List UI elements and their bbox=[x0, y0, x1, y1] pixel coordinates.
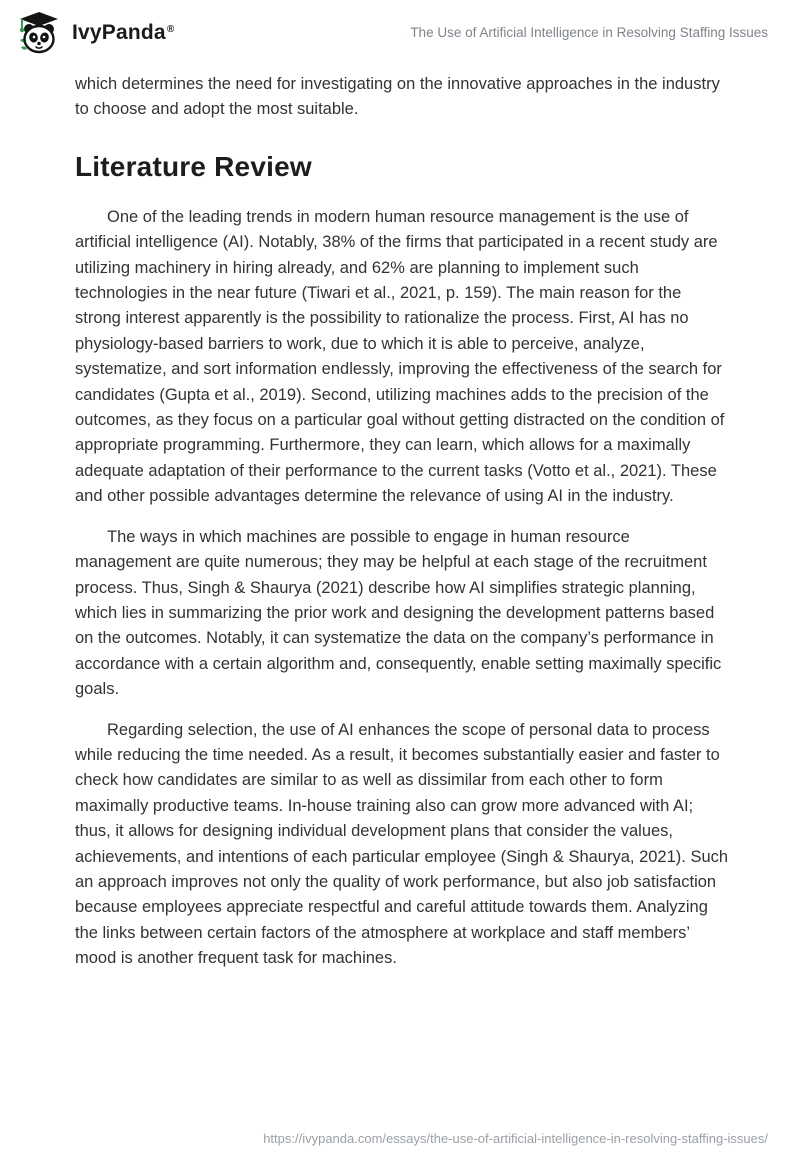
panda-logo-icon bbox=[16, 10, 62, 56]
paragraph-continuation: which determines the need for investigating on the innovative approaches in the industry to choose and adopt the most suitable. bbox=[75, 75, 720, 119]
document-body bbox=[0, 62, 800, 972]
ivypanda-logo[interactable] bbox=[16, 10, 174, 56]
paragraph: One of the leading trends in modern human resource management is the use of artificial intelligence (AI). Notably, 38% of the firms that participated in a recent study are utilizing machinery in hiring already, and 62% are planning to implement such technologies in the near future (Tiwari et al., 2021, p. 159). The main reason for the strong interest apparently is the possibility to rationalize the process. First, AI has no physiology-based barriers to work, due to which it is able to perceive, analyze, systematize, and sort information endlessly, improving the effectiveness of the search for candidates (Gupta et al., 2019). Second, utilizing machines adds to the precision of the outcomes, as they focus on a particular goal without getting distracted on the condition of appropriate programming. Furthermore, they can learn, which allows for a maximally adequate adaptation of their performance to the current tasks (Votto et al., 2021). These and other possible advantages determine the relevance of using AI in the industry. bbox=[75, 207, 725, 506]
paragraph: The ways in which machines are possible to engage in human resource management are quite numerous; they may be helpful at each stage of the recruitment process. Thus, Singh & Shaurya (2021) describe how AI simplifies strategic planning, which lies in summarizing the prior work and designing the development patterns based on the outcomes. Notably, it can systematize the data on the company’s performance in accordance with a certain algorithm and, consequently, enable setting maximally specific goals. bbox=[75, 527, 722, 699]
document-title: The Use of Artificial Intelligence in Resolving Staffing Issues bbox=[410, 25, 768, 40]
section-heading-literature-review: Literature Review bbox=[75, 150, 312, 182]
brand-text: IvyPanda bbox=[72, 20, 166, 44]
page-header bbox=[0, 0, 800, 62]
brand-name bbox=[72, 21, 174, 45]
paragraph: Regarding selection, the use of AI enhances the scope of personal data to process while reducing the time needed. As a result, it becomes substantially easier and faster to check how candidates are similar to as well as dissimilar from each other to form maximally productive teams. In-house training also can grow more advanced with AI; thus, it allows for designing individual development plans that consider the values, achievements, and intentions of each particular employee (Singh & Shaurya, 2021). Such an approach improves not only the quality of work performance, but also job satisfaction because employees appreciate respectful and careful attitude towards them. Analyzing the links between certain factors of the atmosphere at workplace and staff members’ mood is another frequent task for machines. bbox=[75, 720, 729, 968]
source-url: https://ivypanda.com/essays/the-use-of-artificial-intelligence-in-resolving-staffing-issues/ bbox=[263, 1131, 768, 1146]
registered-mark: ® bbox=[166, 24, 175, 36]
